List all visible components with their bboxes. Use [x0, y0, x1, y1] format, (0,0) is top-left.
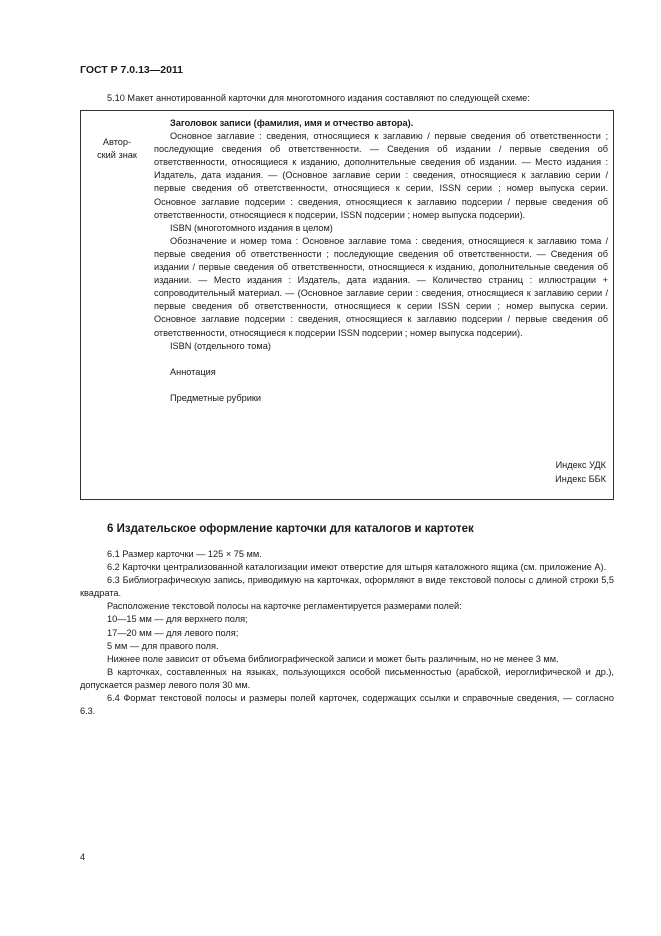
- paragraph: 10—15 мм — для верхнего поля;: [107, 614, 248, 625]
- udc-index-label: Индекс УДК: [555, 460, 606, 470]
- record-heading: Заголовок записи (фамилия, имя и отчество автора).: [170, 118, 414, 128]
- paragraph: Расположение текстовой полосы на карточке регламентируется размерами полей:: [107, 601, 462, 612]
- isbn-multivolume: ISBN (многотомного издания в целом): [170, 222, 333, 233]
- subject-headings-label: Предметные рубрики: [170, 392, 262, 403]
- catalog-card-layout: [80, 110, 614, 500]
- document-code: ГОСТ Р 7.0.13—2011: [80, 64, 184, 76]
- paragraph: 5 мм — для правого поля.: [107, 640, 219, 651]
- intro-paragraph: 5.10 Макет аннотированной карточки для многотомного издания составляют по следующей схеме:: [107, 93, 530, 103]
- paragraph: 6.3 Библиографическую запись, приводимую на карточках, оформляют в виде текстовой полосы с длиной строки 5,5 квадрата.: [80, 575, 614, 599]
- page-number: 4: [80, 852, 86, 862]
- paragraph: В карточках, составленных на языках, пользующихся особой письменностью (арабской, иероглифической и др.), допускается размер левого поля 30 мм.: [80, 666, 614, 690]
- annotation-label: Аннотация: [170, 366, 216, 377]
- section-6-title: 6 Издательское оформление карточки для каталогов и картотек: [107, 523, 474, 535]
- card-body: [154, 117, 608, 405]
- isbn-single-volume: ISBN (отдельного тома): [170, 340, 271, 351]
- main-description: Основное заглавие : сведения, относящиеся к заглавию / первые сведения об ответственности ; последующие сведения об ответственности. — Сведения об издании / первые сведения об ответственности, относящиеся к изданию, дополнительные сведения об издании. — Место издания : Издатель, дата издания. — (Основное заглавие серии : сведения, относящиеся к заглавию серии / первые сведения об ответственности, относящиеся к серии, ISSN серии ; номер выпуска серии. Основное заглавие подсерии : сведения, относящиеся к заглавию подсерии / первые сведения об ответственности, относящиеся к подсерии, ISSN подсерии ; номер выпуска подсерии).: [154, 131, 608, 220]
- author-sign-line-2: ский знак: [97, 150, 137, 161]
- section-6-body: [80, 548, 614, 718]
- volume-description: Обозначение и номер тома : Основное заглавие тома : сведения, относящиеся к заглавию тома / первые сведения об ответственности ; последующие сведения об ответственности. — Сведения об издании / первые сведения об ответственности, относящиеся к изданию, дополнительные сведения об издании. — Место издания : Издатель, дата издания. — Количество страниц : иллюстрации + сопроводительный материал. — (Основное заглавие серии : сведения, относящиеся к заглавию серии / первые сведения об ответственности, относящиеся к серии ISSN серии ; номер выпуска серии. Основное заглавие подсерии : сведения, относящиеся к заглавию подсерии / первые сведения об ответственности, относящиеся к подсерии ISSN подсерии ; номер выпуска подсерии).: [154, 235, 608, 338]
- author-sign-label: [87, 136, 147, 162]
- author-sign-line-1: Автор-: [102, 137, 132, 147]
- paragraph: 6.2 Карточки централизованной каталогизации имеют отверстие для штыря каталожного ящика (см. приложение А).: [107, 562, 607, 573]
- paragraph: 17—20 мм — для левого поля;: [107, 627, 239, 638]
- paragraph: 6.1 Размер карточки — 125 × 75 мм.: [107, 549, 262, 559]
- paragraph: 6.4 Формат текстовой полосы и размеры полей карточек, содержащих ссылки и справочные сведения, — согласно 6.3.: [80, 693, 614, 717]
- bbk-index-label: Индекс ББК: [555, 474, 606, 484]
- paragraph: Нижнее поле зависит от объема библиографической записи и может быть различным, но не менее 3 мм.: [107, 653, 559, 664]
